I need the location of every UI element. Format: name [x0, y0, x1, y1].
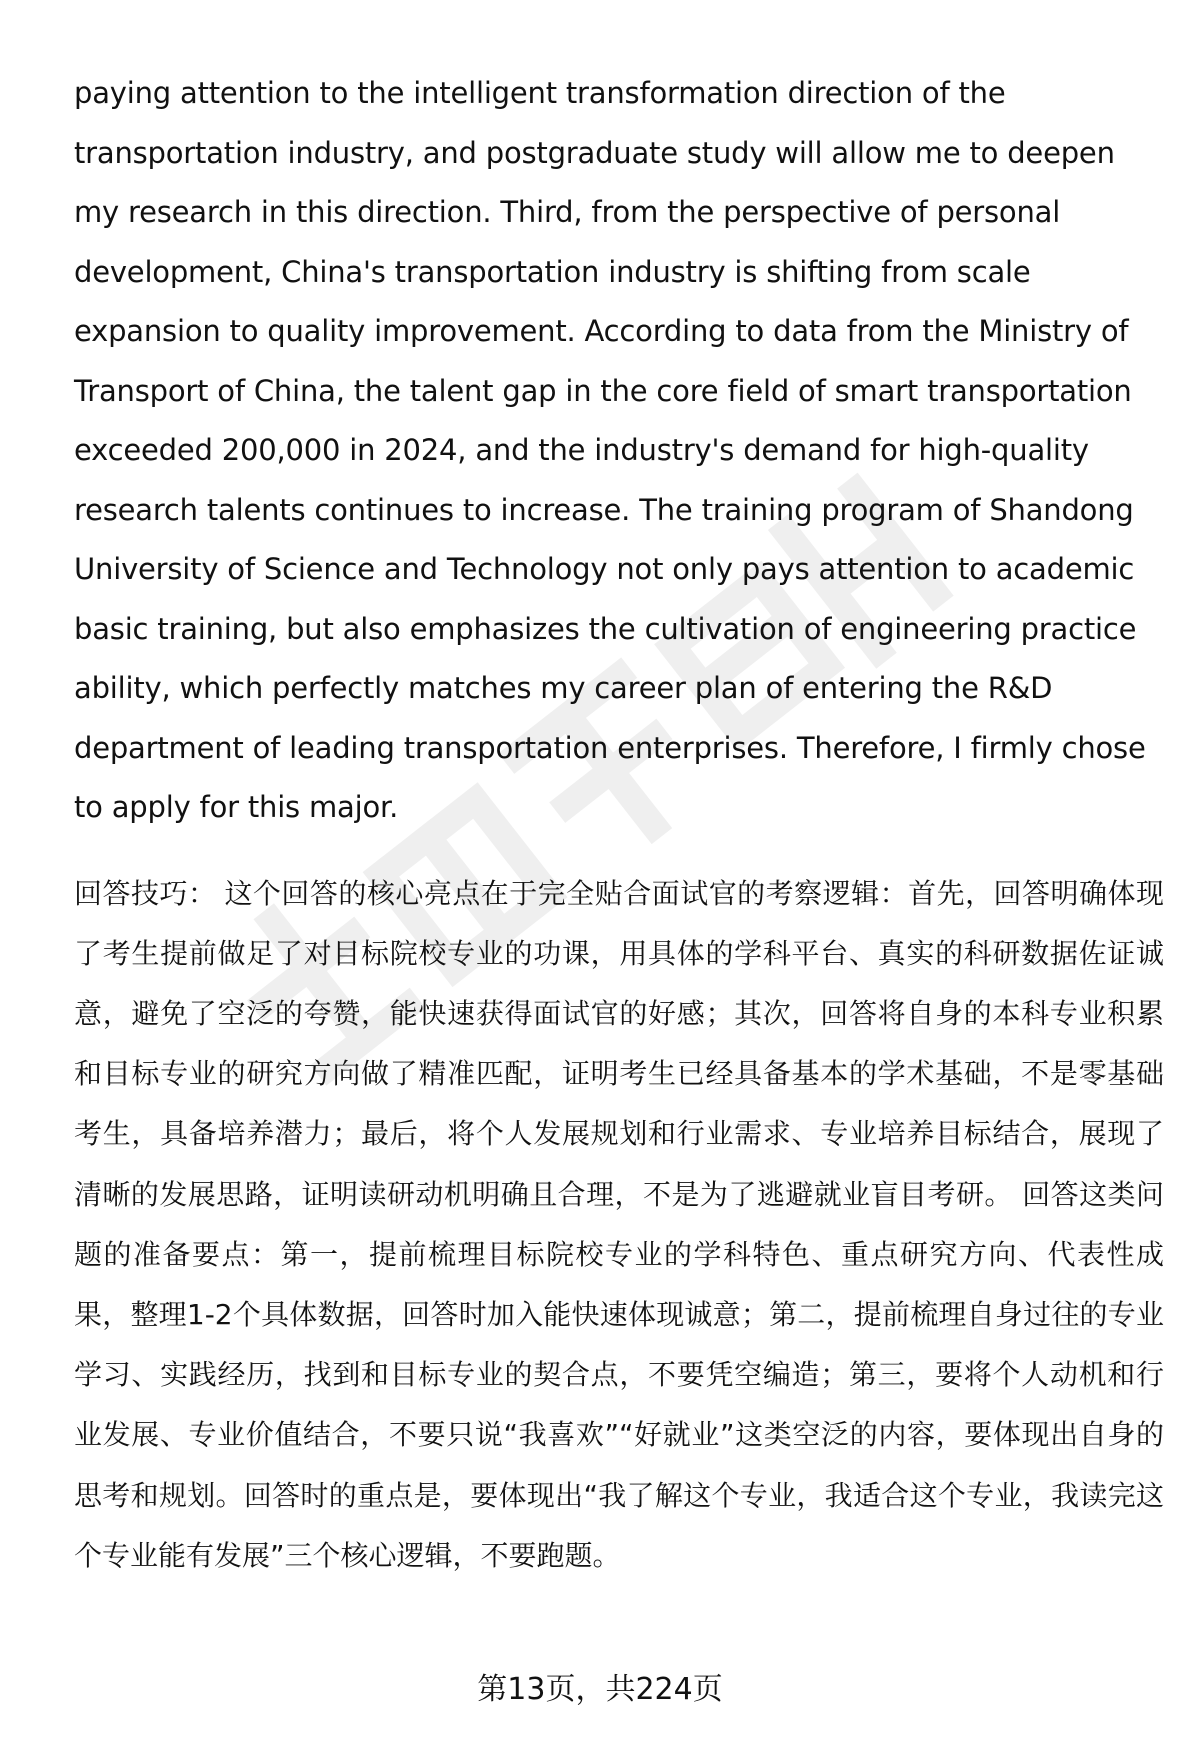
- page-content: [74, 64, 1164, 1586]
- english-paragraph: paying attention to the intelligent transformation direction of the transportation industry, and postgraduate study will allow me to deepen my research in this direction. Third, from the perspective of personal development, China's transportation industry is shifting from scale expansion to quality improvement. According to data from the Ministry of Transport of China, the talent gap in the core field of smart transportation exceeded 200,000 in 2024, and the industry's demand for high-quality research talents continues to increase. The training program of Shandong University of Science and Technology not only pays attention to academic basic training, but also emphasizes the cultivation of engineering practice ability, which perfectly matches my career plan of entering the R&D department of leading transportation enterprises. Therefore, I firmly chose to apply for this major.: [74, 76, 1146, 824]
- answer-tips-label: 回答技巧：: [74, 876, 217, 910]
- answer-tips-text: 这个回答的核心亮点在于完全贴合面试官的考察逻辑：首先，回答明确体现了考生提前做足了对目标院校专业的功课，用具体的学科平台、真实的科研数据佐证诚意，避免了空泛的夸赞，能快速获得面试官的好感；其次，回答将自身的本科专业积累和目标专业的研究方向做了精准匹配，证明考生已经具备基本的学术基础，不是零基础考生，具备培养潜力；最后，将个人发展规划和行业需求、专业培养目标结合，展现了清晰的发展思路，证明读研动机明确且合理，不是为了逃避就业盲目考研。 回答这类问题的准备要点：第一，提前梳理目标院校专业的学科特色、重点研究方向、代表性成果，整理1-2个具体数据，回答时加入能快速体现诚意；第二，提前梳理自身过往的专业学习、实践经历，找到和目标专业的契合点，不要凭空编造；第三，要将个人动机和行业发展、专业价值结合，不要只说“我喜欢”“好就业”这类空泛的内容，要体现出自身的思考和规划。回答时的重点是，要体现出“我了解这个专业，我适合这个专业，我读完这个专业能有发展”三个核心逻辑，不要跑题。: [74, 876, 1164, 1572]
- answer-tips-paragraph: [74, 864, 1164, 1586]
- page-number-footer: 第13页，共224页: [477, 1672, 723, 1707]
